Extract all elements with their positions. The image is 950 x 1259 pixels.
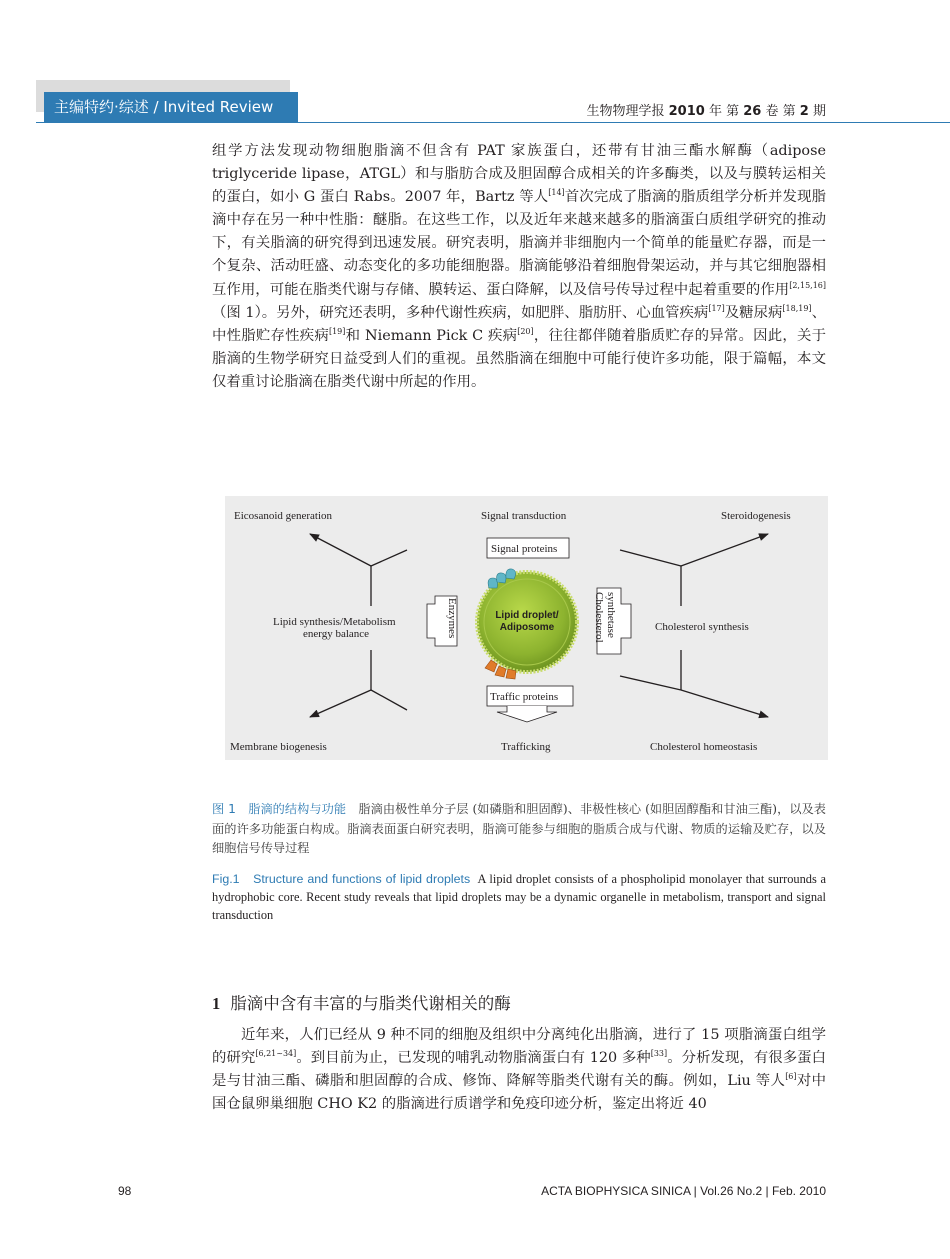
figure-caption-cn: 图 1 脂滴的结构与功能 脂滴由极性单分子层 (如磷脂和胆固醇)、非极性核心 (如胆固醇酯和甘油三酯)，以及表面的许多功能蛋白构成。脂滴表面蛋白研究表明，脂滴可能参与细胞的脂质合成与代谢、物质的运输及贮存，以及细胞信号传导过程 (212, 802, 826, 855)
label-adiposome: Adiposome (499, 622, 555, 633)
label-eicosanoid-generation: Eicosanoid generation (234, 510, 333, 522)
section-number: 1 (212, 994, 221, 1013)
citation[interactable]: [6] (785, 1072, 797, 1082)
connector-line (371, 690, 407, 710)
citation[interactable]: [19] (328, 326, 346, 336)
section-title: 脂滴中含有丰富的与脂类代谢相关的酶 (230, 994, 511, 1013)
label-synthetase-line2: synthetase (605, 592, 617, 638)
figure-label-cn: 图 1 脂滴的结构与功能 (212, 802, 347, 816)
citation[interactable]: [14] (548, 188, 565, 198)
footer-date: Feb. 2010 (771, 1184, 826, 1198)
body-paragraph-1: 组学方法发现动物细胞脂滴不但含有 PAT 家族蛋白，还带有甘油三酯水解酶（adipose triglyceride lipase，ATGL）和与脂肪合成及胆固醇合成相关的许多酶类，以及与膜转运相关的蛋白，如小 G 蛋白 Rabs。2007 年，Bartz 等人[14]首次完成了脂滴的脂质组学分析并发现脂滴中存在另一种中性脂：醚脂。在这些工作，以及近年来越来越多的脂滴蛋白质组学研究的推动下，有关脂滴的研究得到迅速发展。研究表明，脂滴并非细胞内一个简单的能量贮存器，而是一个复杂、活动旺盛、动态变化的多功能细胞器。脂滴能够沿着细胞骨架运动，并与其它细胞器相互作用，可能在脂类代谢与存储、膜转运、蛋白降解，以及信号传导过程中起着重要的作用[2,15,16]（图 1）。另外，研究还表明，多种代谢性疾病，如肥胖、脂肪肝、心血管疾病[17]及糖尿病[18,19]、中性脂贮存性疾病[19]和 Niemann Pick C 疾病[20]，往往都伴随着脂质贮存的异常。因此，关于脂滴的生物学研究日益受到人们的重视。虽然脂滴在细胞中可能行使许多功能，限于篇幅，本文仅着重讨论脂滴在脂类代谢中所起的作用。 (212, 143, 826, 390)
footer-journal: ACTA BIOPHYSICA SINICA (541, 1184, 691, 1198)
connector-line (620, 676, 681, 690)
journal-name: 生物物理学报 (586, 104, 665, 119)
signal-protein-icon (506, 569, 516, 579)
figure-caption-en: Fig.1 Structure and functions of lipid droplets A lipid droplet consists of a phospholipid monolayer that surrounds a hydrophobic core. Recent study reveals that lipid droplets may be a dynamic organelle in metabolism, transport and signal transduction (212, 872, 826, 922)
label-traffic-proteins: Traffic proteins (490, 691, 559, 703)
label-trafficking: Trafficking (501, 741, 551, 753)
citation[interactable]: [20] (517, 326, 534, 336)
lipid-droplet-diagram (225, 496, 828, 760)
citation[interactable]: [17] (708, 303, 725, 313)
section-heading (212, 990, 511, 1014)
citation[interactable]: [33] (650, 1049, 668, 1059)
header-rule (36, 122, 950, 123)
citation[interactable]: [2,15,16] (789, 280, 826, 290)
figure-1-diagram (225, 496, 828, 760)
body-paragraph-2: 近年来，人们已经从 9 种不同的细胞及组织中分离纯化出脂滴，进行了 15 项脂滴蛋白组学的研究[6,21~34]。到目前为止，已发现的哺乳动物脂滴蛋白有 120 多种[33]。分析发现，有很多蛋白是与甘油三酯、磷脂和胆固醇的合成、修饰、降解等脂类代谢有关的酶。例如，Liu 等人[6]对中国仓鼠卵巢细胞 CHO K2 的脂滴进行质谱学和免疫印迹分析，鉴定出将近 40 (212, 1027, 826, 1113)
label-signal-transduction: Signal transduction (481, 510, 567, 522)
signal-protein-icon (488, 578, 497, 588)
connector-line (371, 550, 407, 566)
label-cholesterol-synthesis: Cholesterol synthesis (655, 621, 749, 633)
label-steroidogenesis: Steroidogenesis (721, 510, 791, 522)
arrow-to-cholesterol-homeostasis (681, 690, 768, 717)
citation[interactable]: [6,21~34] (255, 1049, 297, 1059)
traffic-protein-icon (495, 666, 506, 677)
footer-journal-info: ACTA BIOPHYSICA SINICA | Vol.26 No.2 | Feb. 2010 (541, 1184, 826, 1198)
page-number: 98 (118, 1184, 132, 1198)
label-cholesterol-homeostasis: Cholesterol homeostasis (650, 741, 758, 753)
trafficking-arrow (497, 706, 557, 722)
section-tag: 主编特约·综述 / Invited Review (44, 92, 298, 122)
footer-volume: Vol.26 No.2 (700, 1184, 763, 1198)
label-membrane-biogenesis: Membrane biogenesis (230, 741, 327, 753)
journal-volume: 26 (743, 104, 762, 119)
label-lipid-droplet: Lipid droplet/ (495, 610, 559, 621)
label-energy-balance: energy balance (303, 628, 370, 640)
label-signal-proteins: Signal proteins (491, 543, 558, 555)
traffic-protein-icon (506, 669, 516, 679)
journal-year: 2010 (668, 104, 705, 119)
connector-line (620, 550, 681, 566)
signal-protein-icon (497, 573, 506, 583)
journal-issue-info: 生物物理学报 2010 年 第 26 卷 第 2 期 (586, 104, 826, 119)
arrow-to-eicosanoid (310, 534, 371, 566)
arrow-to-steroidogenesis (681, 534, 768, 566)
label-cholesterol-line1: Cholesterol (593, 592, 605, 643)
label-enzymes: Enzymes (446, 598, 458, 639)
label-lipid-synthesis: Lipid synthesis/Metabolism (273, 616, 396, 628)
arrow-to-membrane (310, 690, 371, 717)
figure-label-en: Fig.1 Structure and functions of lipid droplets (212, 872, 471, 886)
citation[interactable]: [18,19] (782, 303, 812, 313)
journal-issue: 2 (799, 104, 809, 119)
